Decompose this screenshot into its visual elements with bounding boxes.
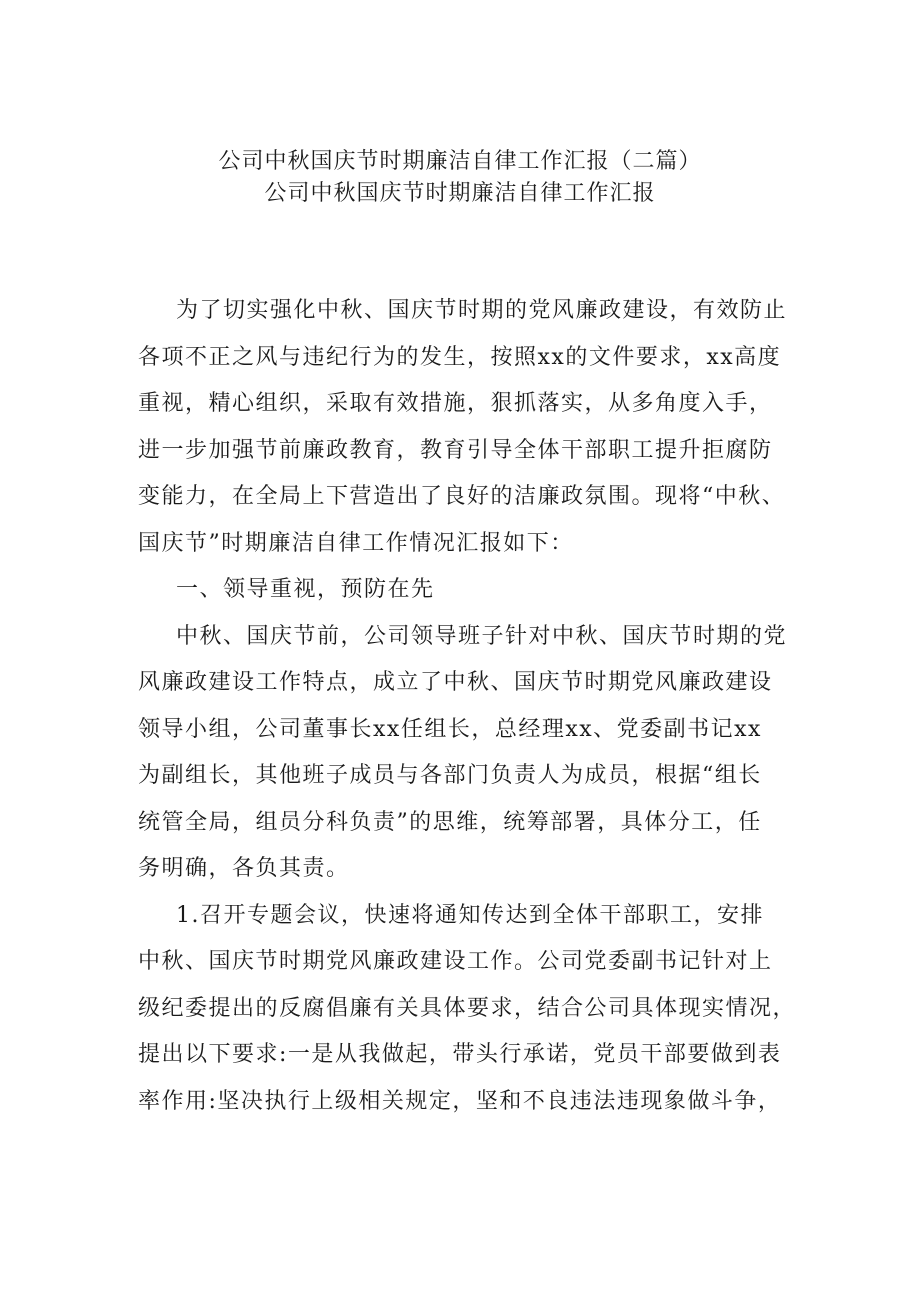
paragraph-line: 各项不正之风与违纪行为的发生，按照xx的文件要求，xx高度	[138, 344, 782, 370]
paragraph-line: 1.召开专题会议，快速将通知传达到全体干部职工，安排	[176, 902, 764, 928]
paragraph-line: 进一步加强节前廉政教育，教育引导全体干部职工提升拒腐防	[138, 437, 773, 463]
paragraph-line: 重视，精心组织，采取有效措施，狠抓落实，从多角度入手，	[138, 391, 773, 416]
paragraph-line: 为了切实强化中秋、国庆节时期的党风廉政建设，有效防止	[176, 298, 788, 323]
paragraph-line: 领导小组，公司董事长xx任组长，总经理xx、党委副书记xx	[138, 716, 762, 742]
paragraph-line: 级纪委提出的反腐倡廉有关具体要求，结合公司具体现实情况，	[138, 995, 797, 1021]
paragraph-meeting	[138, 893, 797, 1126]
paragraph-line: 中秋、国庆节时期党风廉政建设工作。公司党委副书记针对上	[138, 949, 773, 974]
paragraph-line: 率作用:坚决执行上级相关规定，坚和不良违法违现象做斗争，	[138, 1088, 782, 1114]
paragraph-intro	[138, 288, 788, 567]
paragraph-line: 风廉政建设工作特点，成立了中秋、国庆节时期党风廉政建设	[138, 670, 773, 695]
paragraph-line: 为副组长，其他班子成员与各部门负责人为成员，根据“组长	[138, 763, 762, 788]
section-heading-text: 一、领导重视，预防在先	[176, 577, 435, 602]
document-body	[138, 288, 797, 1125]
document-title-block	[0, 146, 920, 210]
document-subtitle: 公司中秋国庆节时期廉洁自律工作汇报	[264, 181, 656, 206]
paragraph-line: 统管全局，组员分科负责”的思维，统筹部署，具体分工，任	[138, 809, 762, 835]
paragraph-leadership	[138, 614, 788, 893]
document-title: 公司中秋国庆节时期廉洁自律工作汇报（二篇）	[218, 149, 702, 174]
paragraph-line: 中秋、国庆节前，公司领导班子针对中秋、国庆节时期的党	[176, 623, 788, 649]
paragraph-line: 国庆节”时期廉洁自律工作情况汇报如下：	[138, 530, 574, 556]
paragraph-line: 变能力，在全局上下营造出了良好的洁廉政氛围。现将“中秋、	[138, 484, 786, 509]
section-heading	[138, 567, 788, 614]
paragraph-line: 提出以下要求:一是从我做起，带头行承诺，党员干部要做到表	[138, 1042, 782, 1067]
paragraph-line: 务明确，各负其责。	[138, 856, 350, 881]
